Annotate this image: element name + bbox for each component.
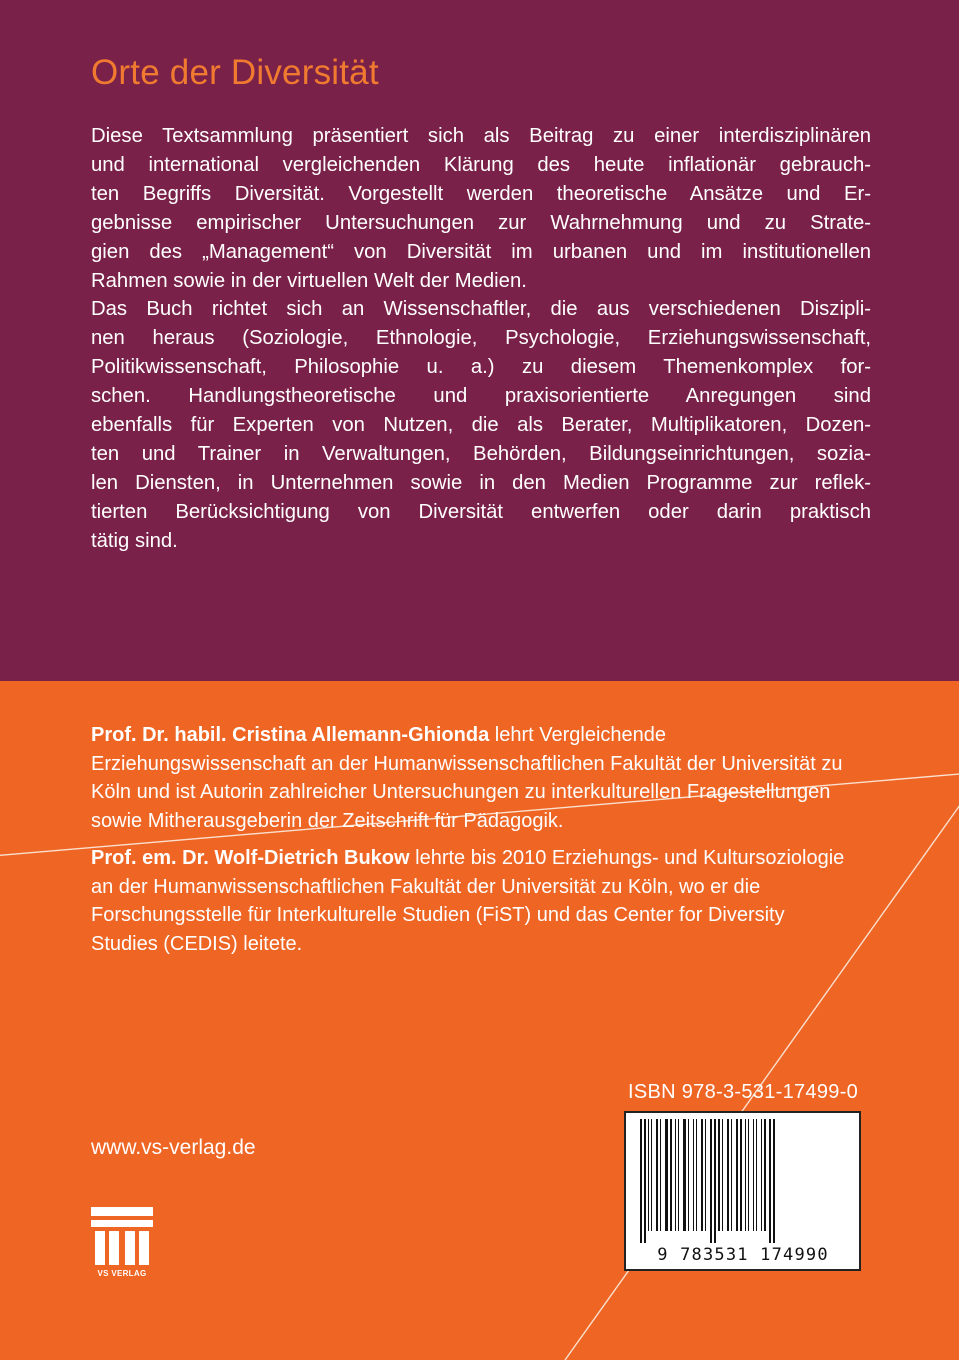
barcode-bar — [753, 1119, 754, 1231]
barcode-bar — [773, 1119, 775, 1243]
author-name: Prof. em. Dr. Wolf-Dietrich Bukow — [91, 846, 410, 869]
barcode-bar — [693, 1119, 694, 1231]
barcode-bar — [718, 1119, 720, 1231]
description-line: Das Buch richtet sich an Wissenschaftler, die aus verschiedenen Diszipli- — [91, 298, 871, 321]
description-line: nen heraus (Soziologie, Ethnologie, Psychologie, Erziehungswissenschaft, — [91, 327, 871, 350]
description-line: Politikwissenschaft, Philosophie u. a.) zu diesem Themenkomplex for- — [91, 356, 871, 379]
barcode-bar — [731, 1119, 732, 1231]
barcode-bar — [761, 1119, 762, 1231]
author-bios — [91, 721, 851, 967]
author-bio — [91, 721, 851, 836]
bottom-panel — [0, 681, 959, 1360]
publisher-logo-label: VS VERLAG — [97, 1269, 147, 1278]
barcode-bar — [714, 1119, 716, 1243]
author-bio — [91, 844, 851, 959]
barcode-bar — [651, 1119, 652, 1231]
barcode-bar — [644, 1119, 646, 1243]
barcode-bar — [748, 1119, 749, 1231]
barcode-bar — [678, 1119, 679, 1231]
barcode-digits: 9 783531 174990 — [657, 1245, 829, 1265]
barcode-bar — [670, 1119, 672, 1231]
description-line: len Diensten, in Unternehmen sowie in den Medien Programme zur reflek- — [91, 471, 871, 494]
description-line: tierten Berücksichtigung von Diversität entwerfen oder darin praktisch — [91, 500, 871, 523]
barcode-bar — [696, 1119, 697, 1231]
barcode-bar — [756, 1119, 757, 1231]
description-line: ten Begriffs Diversität. Vorgestellt werden theoretische Ansätze und Er- — [91, 182, 871, 205]
isbn-label: ISBN 978-3-531-17499-0 — [628, 1081, 859, 1103]
description-line: Rahmen sowie in der virtuellen Welt der Medien. — [91, 269, 527, 292]
barcode-bar — [701, 1119, 703, 1231]
barcode-bar — [665, 1119, 668, 1231]
barcode-bar — [722, 1119, 723, 1231]
publisher-logo-icon — [91, 1207, 153, 1277]
barcode — [624, 1111, 861, 1271]
barcode-bars — [634, 1119, 852, 1243]
barcode-bar — [705, 1119, 706, 1231]
barcode-bar — [727, 1119, 729, 1231]
book-description — [91, 122, 871, 556]
barcode-bar — [648, 1119, 649, 1231]
barcode-bar — [683, 1119, 686, 1231]
description-line: gien des „Management“ von Diversität im urbanen und im institutionellen — [91, 240, 871, 263]
publisher-website-link[interactable]: www.vs-verlag.de — [91, 1136, 256, 1159]
barcode-bar — [740, 1119, 742, 1231]
barcode-bar — [769, 1119, 771, 1243]
description-line: ebenfalls für Experten von Nutzen, die als Berater, Multiplikatoren, Dozen- — [91, 414, 871, 437]
description-line: ten und Trainer in Verwaltungen, Behörden, Bildungseinrichtungen, sozia- — [91, 442, 871, 465]
barcode-bar — [764, 1119, 766, 1231]
description-line: tätig sind. — [91, 529, 178, 552]
author-name: Prof. Dr. habil. Cristina Allemann-Ghionda — [91, 724, 490, 746]
author-bio-text: lehrt Vergleichende Erziehungswissenschaft an der Humanwissenschaftlichen Fakultät der Universität zu Köln und ist Autorin zahlreicher Untersuchungen zu interkulturellen Fragestellungen sowie Mitherausgeberin der Zeitschrift für Pädagogik. — [91, 724, 843, 833]
description-line: schen. Handlungstheoretische und praxisorientierte Anregungen sind — [91, 385, 871, 408]
barcode-bar — [745, 1119, 746, 1231]
description-line: Diese Textsammlung präsentiert sich als Beitrag zu einer interdisziplinären — [91, 125, 871, 147]
description-line: gebnisse empirischer Untersuchungen zur Wahrnehmung und zu Strate- — [91, 211, 871, 234]
barcode-bar — [656, 1119, 658, 1231]
barcode-bar — [710, 1119, 712, 1243]
barcode-bar — [688, 1119, 689, 1231]
author-bio-text: lehrte bis 2010 Erziehungs- und Kultursoziologie an der Humanwissenschaftlichen Fakultät der Universität zu Köln, wo er die Forschungsstelle für Interkulturelle Studien (FiST) und das Center for Diversity Studies (CEDIS) leitete. — [91, 846, 845, 955]
barcode-bar — [640, 1119, 642, 1243]
barcode-bar — [736, 1119, 738, 1231]
barcode-bar — [660, 1119, 661, 1231]
description-line: und international vergleichenden Klärung des heute inflationär gebrauch- — [91, 153, 871, 176]
barcode-bar — [675, 1119, 676, 1231]
book-title: Orte der Diversität — [91, 53, 379, 92]
